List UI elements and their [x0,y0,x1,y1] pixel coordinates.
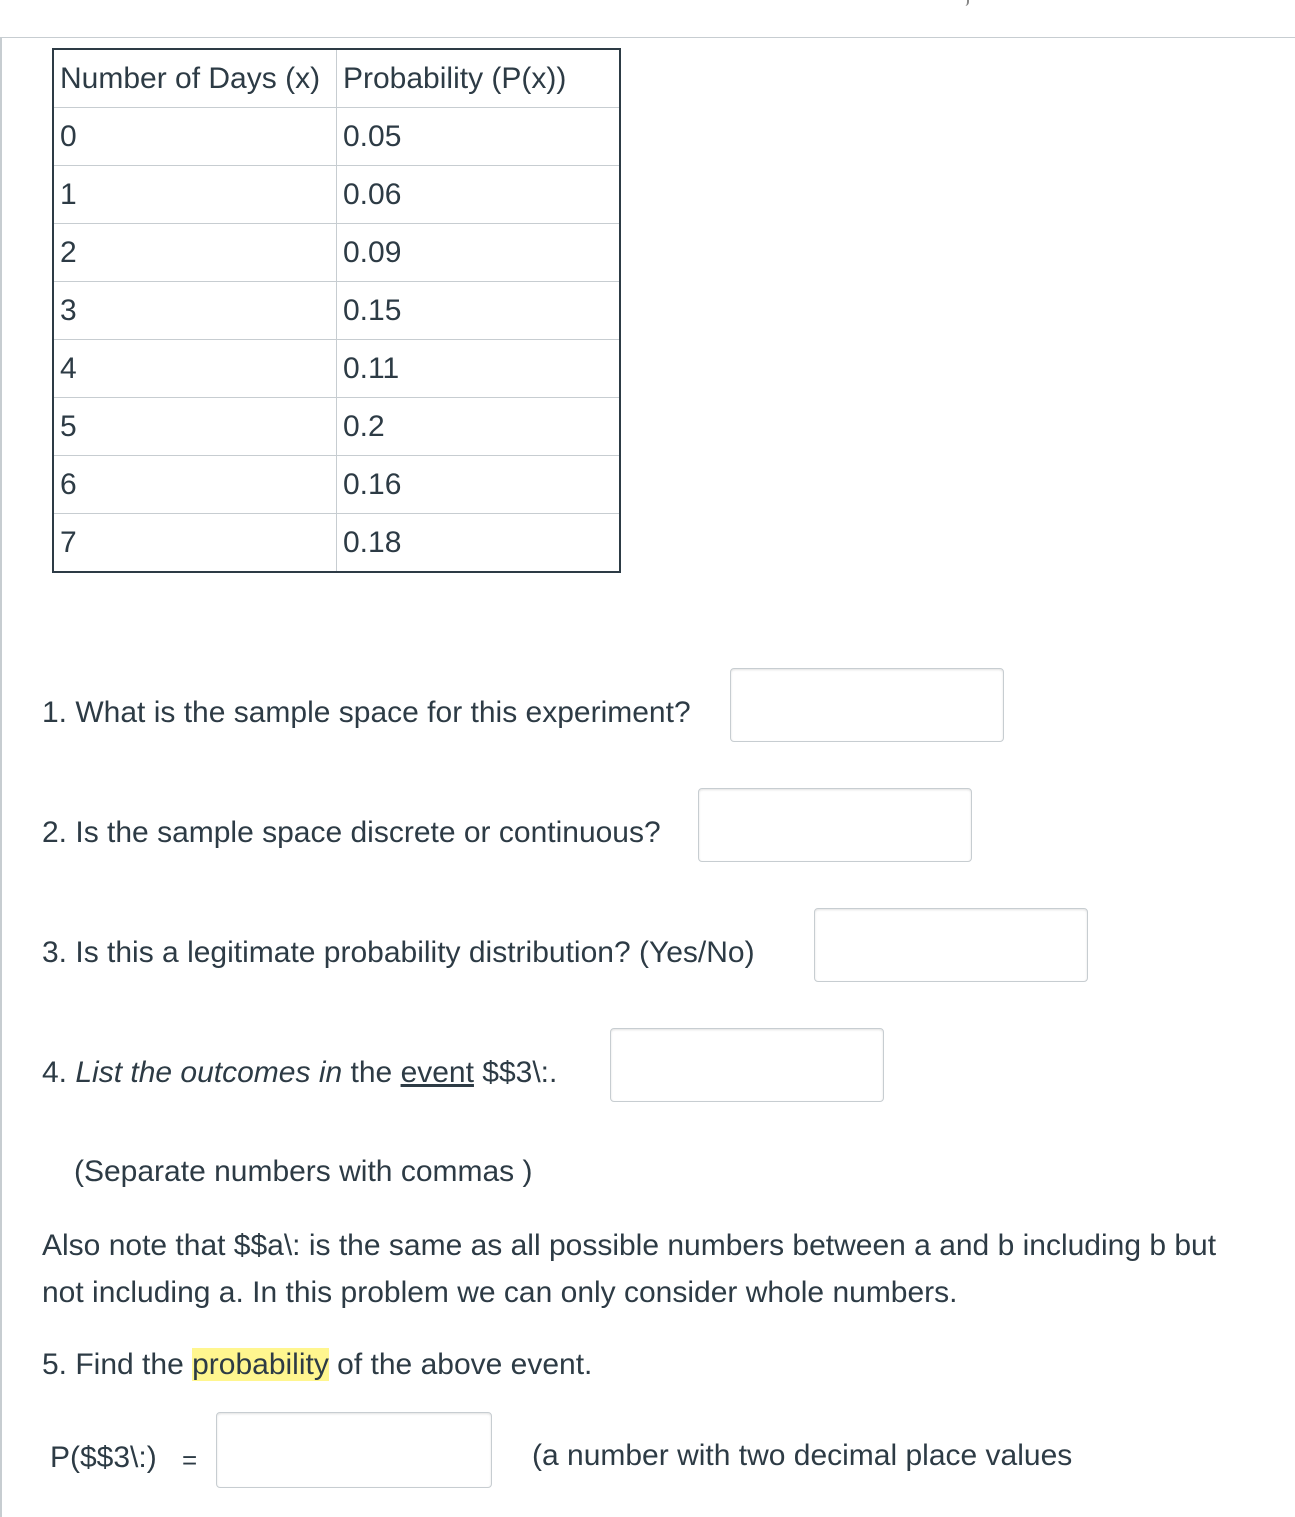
table-row [53,224,620,282]
q5-after: of the above event. [328,1348,593,1381]
q1-answer-input[interactable] [730,668,1004,742]
table-row [53,456,620,514]
table-body [53,108,620,573]
cell-probability: 0.11 [337,340,621,398]
table-row [53,282,620,340]
q4-number: 4. [42,1056,76,1089]
comma-hint: (Separate numbers with commas ) [74,1155,533,1188]
question-1: 1. What is the sample space for this experiment? [42,696,691,729]
question-2: 2. Is the sample space discrete or continuous? [42,816,661,849]
table-row [53,340,620,398]
header-number-of-days: Number of Days (x) [53,49,337,108]
q5-before: 5. Find the [42,1348,193,1381]
q4-italic-in: in [318,1056,343,1089]
cell-probability: 0.06 [337,166,621,224]
q4-expression: $$3\:. [473,1056,558,1089]
q4-space [310,1056,318,1089]
q4-italic-outcomes: List the outcomes [75,1056,311,1089]
cell-probability: 0.16 [337,456,621,514]
probability-distribution-table [52,48,621,573]
table-row [53,166,620,224]
q2-answer-input[interactable] [698,788,972,862]
cell-days: 4 [53,340,337,398]
cell-days: 2 [53,224,337,282]
table-row [53,398,620,456]
cell-days: 3 [53,282,337,340]
table-header-row [53,49,620,108]
header-probability: Probability (P(x)) [337,49,621,108]
cell-probability: 0.15 [337,282,621,340]
table-row [53,108,620,166]
top-divider [0,37,1295,38]
cell-days: 6 [53,456,337,514]
q3-answer-input[interactable] [814,908,1088,982]
left-divider [0,37,2,1517]
question-5 [42,1347,592,1383]
cell-probability: 0.09 [337,224,621,282]
cell-days: 5 [53,398,337,456]
decimal-format-note: (a number with two decimal place values [532,1439,1073,1472]
equals-sign: = [182,1445,198,1475]
cell-days: 0 [53,108,337,166]
question-4 [42,1055,557,1091]
question-3: 3. Is this a legitimate probability distribution? (Yes/No) [42,936,755,969]
q5-answer-input[interactable] [216,1412,492,1488]
cell-probability: 0.18 [337,514,621,573]
q4-event-link[interactable]: event [400,1056,474,1089]
cell-days: 7 [53,514,337,573]
top-edge-mark [963,0,969,6]
probability-label: P($$3\:) [50,1441,157,1474]
q4-the: the [342,1056,401,1089]
q5-highlighted-probability: probability [192,1348,329,1381]
cell-probability: 0.05 [337,108,621,166]
interval-note: Also note that $$a\: is the same as all possible numbers between a and b including b but not including a. In this problem we can only consider whole numbers. [42,1229,1217,1309]
table-row [53,514,620,573]
cell-days: 1 [53,166,337,224]
cell-probability: 0.2 [337,398,621,456]
q4-answer-input[interactable] [610,1028,884,1102]
